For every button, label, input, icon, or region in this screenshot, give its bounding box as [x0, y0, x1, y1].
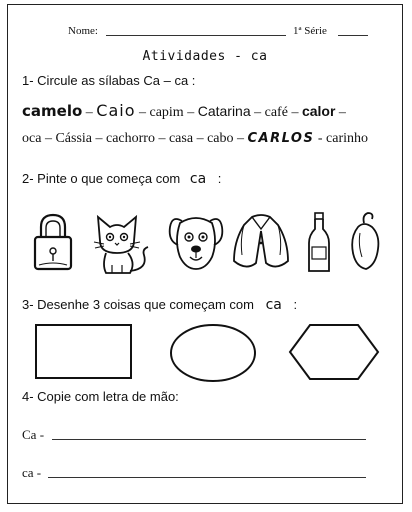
word-capim: capim — [149, 105, 184, 120]
question-2-colon: : — [217, 171, 222, 186]
question-1-prompt: 1- Circule as sílabas Ca – ca : — [22, 73, 196, 88]
word-camelo: camelo — [22, 102, 83, 120]
dash: – — [237, 131, 248, 146]
word-oca: oca — [22, 131, 42, 146]
word-cassia: Cássia — [55, 131, 92, 146]
page-title: Atividades - ca — [142, 49, 268, 64]
question-3-colon: : — [293, 297, 298, 312]
question-2-ca: ca — [189, 171, 207, 187]
dash: – — [85, 105, 97, 120]
question-3-prompt — [22, 297, 297, 313]
dash: – — [95, 131, 106, 146]
question-4-prompt: 4- Copie com letra de mão: — [22, 389, 179, 404]
word-row-1 — [22, 101, 402, 121]
word-caio: Caio — [96, 101, 136, 120]
copy-line-2-label: ca - — [22, 465, 42, 480]
copy-line-1[interactable] — [52, 439, 366, 440]
ellipse-shape — [168, 323, 258, 383]
word-catarina: Catarina — [197, 103, 251, 119]
dash: – — [138, 105, 150, 120]
word-casa: casa — [168, 131, 194, 146]
padlock-icon — [30, 211, 76, 273]
dash: – — [196, 131, 208, 146]
worksheet — [7, 4, 403, 504]
shapes-row — [8, 323, 402, 383]
dog-icon — [168, 211, 224, 275]
serie-line — [338, 35, 368, 36]
copy-line-1-label: Ca - — [22, 427, 45, 442]
question-3-ca: ca — [265, 297, 282, 313]
question-3-text: 3- Desenhe 3 coisas que começam com — [22, 297, 254, 312]
dash: – — [187, 105, 198, 120]
copy-line-2[interactable] — [48, 477, 366, 478]
question-2-text: 2- Pinte o que começa com — [22, 171, 181, 186]
rectangle-shape — [34, 323, 134, 381]
cat-icon — [90, 211, 156, 277]
word-cafe: café — [264, 105, 288, 120]
dash: – — [291, 105, 302, 120]
name-label: Nome: — [68, 25, 98, 37]
hexagon-shape — [288, 323, 380, 381]
word-row-2 — [22, 131, 402, 147]
pictures-row — [8, 211, 402, 281]
word-cabo: cabo — [207, 131, 234, 146]
word-calor: calor — [301, 103, 336, 119]
bottle-icon — [306, 211, 332, 275]
dash: – — [338, 105, 346, 120]
name-line — [106, 35, 286, 36]
serie-label: 1ª Série — [293, 25, 327, 37]
word-cachorro: cachorro — [106, 131, 155, 146]
dash: – — [254, 105, 265, 120]
pepper-icon — [348, 211, 382, 273]
word-carinho: carinho — [326, 131, 369, 146]
question-2-prompt — [22, 171, 221, 187]
dash: – — [44, 131, 56, 146]
dash: - — [317, 131, 327, 146]
cape-icon — [230, 211, 292, 273]
word-carlos: CARLOS — [247, 131, 315, 146]
dash: – — [158, 131, 169, 146]
